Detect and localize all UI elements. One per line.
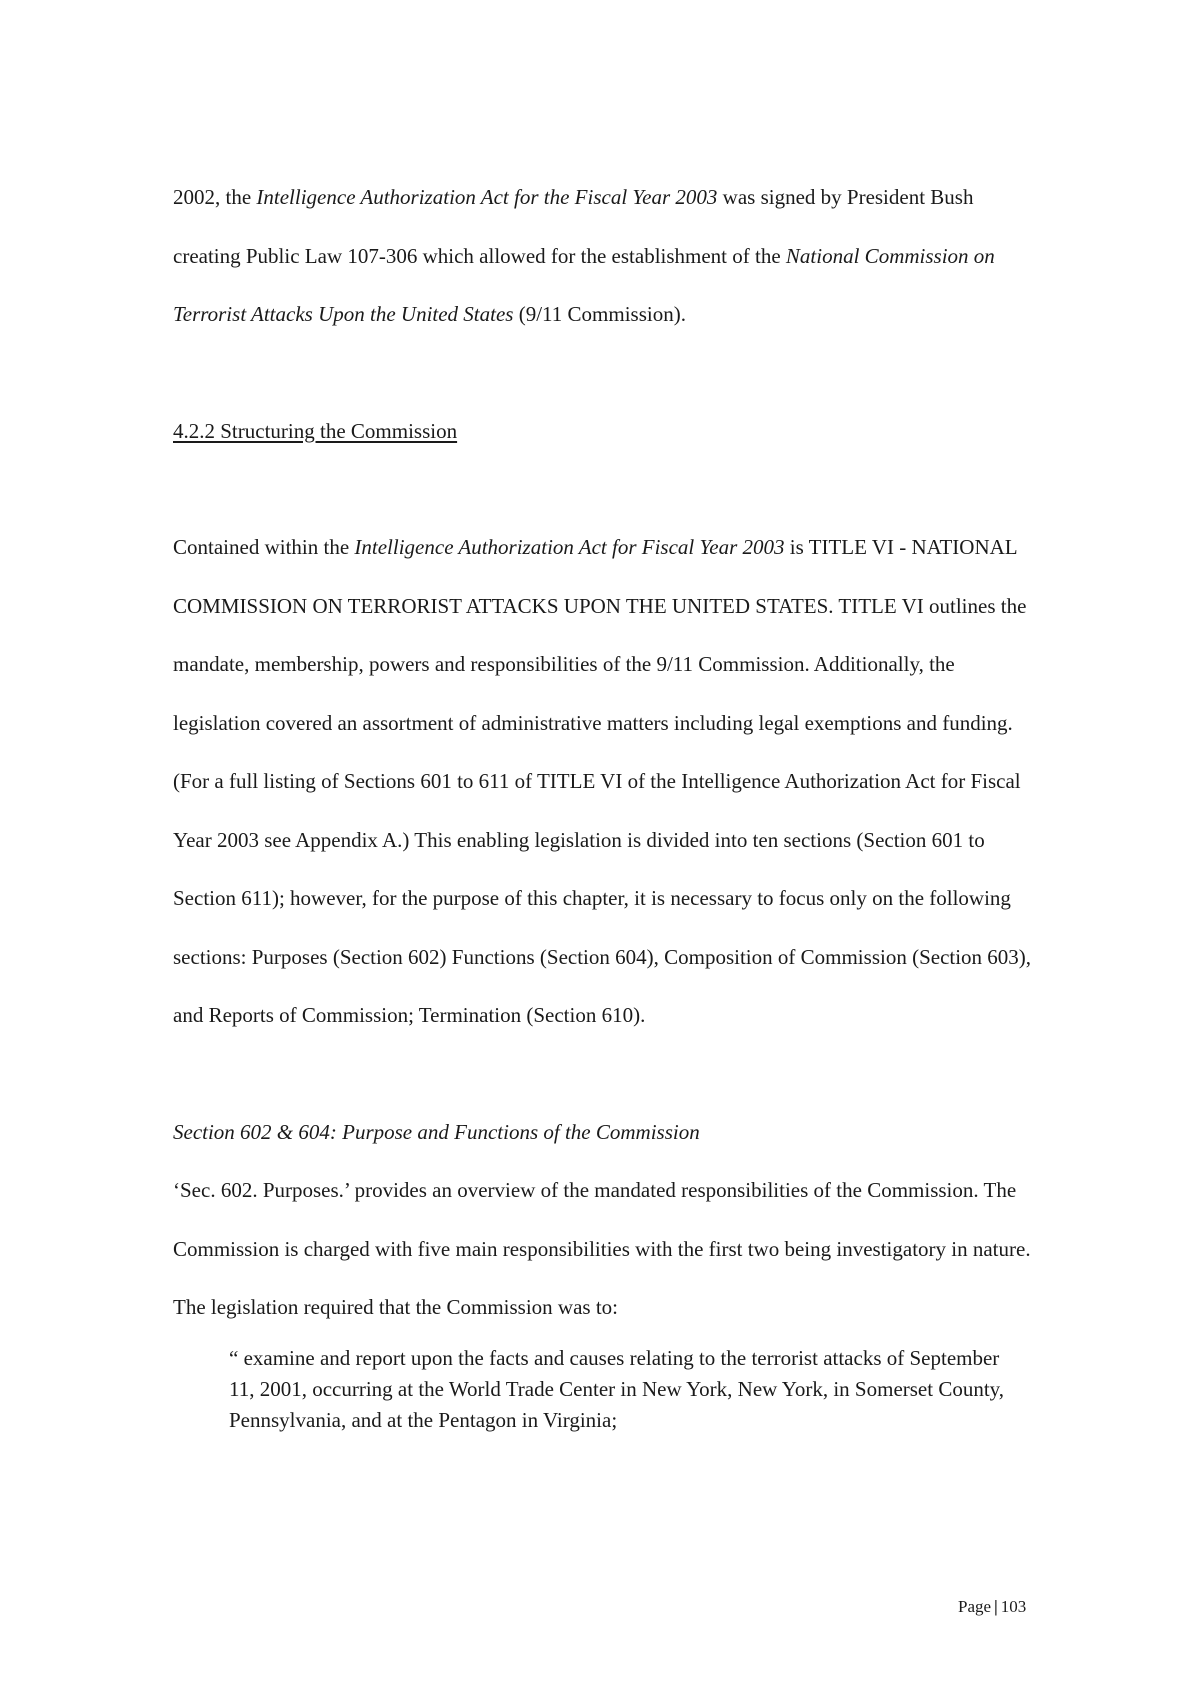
section-heading: 4.2.2 Structuring the Commission (173, 418, 458, 443)
page-footer (958, 1597, 1026, 1617)
page-number: 103 (1000, 1597, 1027, 1616)
page-label: Page (958, 1597, 992, 1616)
intro-text-1: 2002, the (173, 185, 257, 209)
act-title-italic-2: Intelligence Authorization Act for Fiscal Year 2003 (354, 535, 785, 559)
commission-name-italic: National Commission on Terrorist Attacks Upon the United States (173, 243, 995, 326)
spacer (173, 460, 1043, 518)
block-quote: “ examine and report upon the facts and causes relating to the terrorist attacks of September 11, 2001, occurring at the World Trade Center in New York, New York, in Somerset County, Pennsylvania, and at the Pentagon in Virginia; (229, 1345, 1005, 1432)
subsection-heading: Section 602 & 604: Purpose and Functions of the Commission (173, 1119, 700, 1144)
body-text-2: is TITLE VI - NATIONAL COMMISSION ON TERRORIST ATTACKS UPON THE UNITED STATES. TITLE VI outlines the mandate, membership, powers and responsibilities of the 9/11 Commission. Additionally, the legislation covered an assortment of administrative matters including legal exemptions and funding. (For a full listing of Sections 601 to 611 of TITLE VI of the Intelligence Authorization Act for Fiscal Year 2003 see Appendix A.) This enabling legislation is divided into ten sections (Section 601 to Section 611); however, for the purpose of this chapter, it is necessary to focus only on the following sections: Purposes (Section 602) Functions (Section 604), Composition of Commission (Section 603), and Reports of Commission; Termination (Section 610). (173, 535, 1032, 1027)
intro-text-2: was signed by President Bush creating Public Law 107-306 which allowed for the establishment of the (173, 185, 974, 268)
page-separator: | (994, 1597, 998, 1616)
act-title-italic: Intelligence Authorization Act for the Fiscal Year 2003 (256, 185, 718, 209)
purpose-paragraph: ‘Sec. 602. Purposes.’ provides an overview of the mandated responsibilities of the Commission. The Commission is charged with five main responsibilities with the first two being investigatory in nature. The legislation required that the Commission was to: (173, 1178, 1031, 1319)
intro-paragraph (173, 168, 1043, 344)
spacer (173, 344, 1043, 402)
spacer (173, 1045, 1043, 1103)
body-text-1: Contained within the (173, 535, 355, 559)
intro-text-3: (9/11 Commission). (513, 302, 686, 326)
page-content (173, 168, 1043, 1436)
body-paragraph (173, 518, 1043, 1045)
